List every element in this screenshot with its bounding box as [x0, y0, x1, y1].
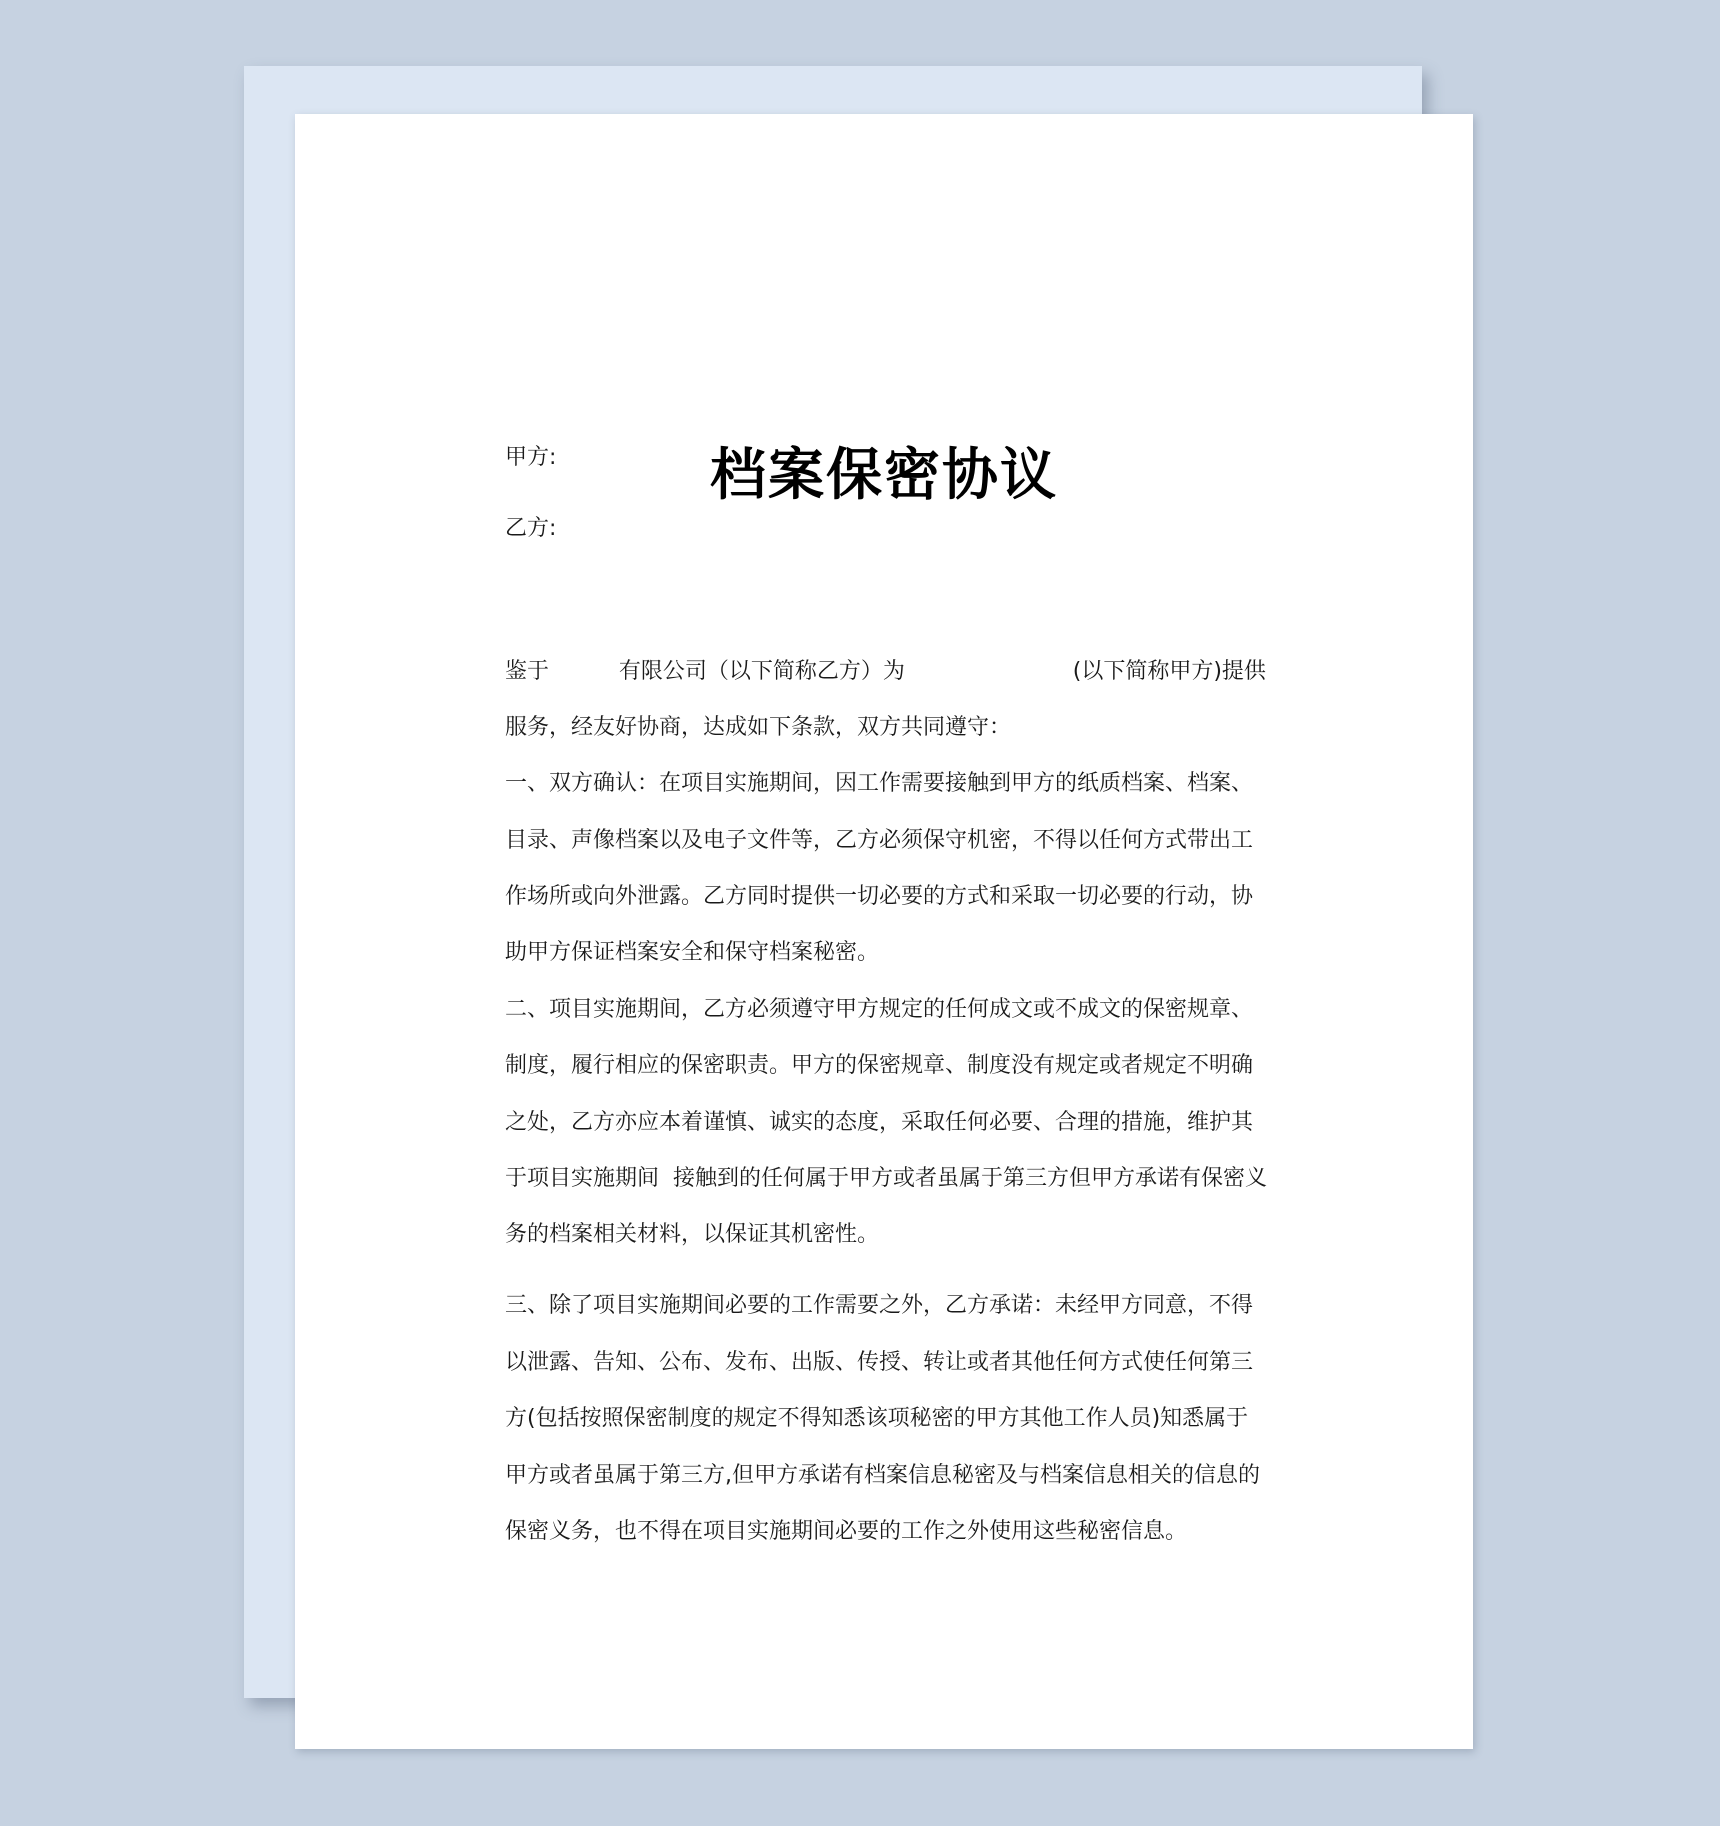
clause-1-line: 目录、声像档案以及电子文件等，乙方必须保守机密，不得以任何方式带出工	[505, 828, 1254, 853]
party-b-label: 乙方:	[505, 516, 557, 541]
clause-1-line: 作场所或向外泄露。乙方同时提供一切必要的方式和采取一切必要的行动，协	[505, 884, 1254, 909]
document-page	[295, 114, 1473, 1749]
clause-3-line: 三、除了项目实施期间必要的工作需要之外，乙方承诺：未经甲方同意，不得	[505, 1293, 1254, 1318]
preamble-line: 服务，经友好协商，达成如下条款，双方共同遵守：	[505, 715, 1012, 740]
clause-2-line: 之处，乙方亦应本着谨慎、诚实的态度，采取任何必要、合理的措施，维护其	[505, 1110, 1254, 1135]
clause-2-line: 二、项目实施期间，乙方必须遵守甲方规定的任何成文或不成文的保密规章、	[505, 997, 1254, 1022]
party-a-label: 甲方:	[505, 445, 557, 470]
clause-2-line: 制度，履行相应的保密职责。甲方的保密规章、制度没有规定或者规定不明确	[505, 1053, 1254, 1078]
clause-3-line: 保密义务，也不得在项目实施期间必要的工作之外使用这些秘密信息。	[505, 1519, 1188, 1544]
clause-2-line: 于项目实施期间 接触到的任何属于甲方或者虽属于第三方但甲方承诺有保密义	[505, 1166, 1267, 1191]
clause-3-line: 甲方或者虽属于第三方,但甲方承诺有档案信息秘密及与档案信息相关的信息的	[505, 1463, 1260, 1488]
clause-1-line: 一、双方确认：在项目实施期间，因工作需要接触到甲方的纸质档案、档案、	[505, 771, 1254, 796]
document-title: 档案保密协议	[710, 443, 1058, 508]
clause-2-line: 务的档案相关材料，以保证其机密性。	[505, 1222, 880, 1247]
clause-3-line: 以泄露、告知、公布、发布、出版、传授、转让或者其他任何方式使任何第三	[505, 1350, 1254, 1375]
clause-1-line: 助甲方保证档案安全和保守档案秘密。	[505, 940, 880, 965]
clause-3-line: 方(包括按照保密制度的规定不得知悉该项秘密的甲方其他工作人员)知悉属于	[505, 1406, 1249, 1431]
preamble-line: 鉴于 有限公司（以下简称乙方）为 (以下简称甲方)提供	[505, 659, 1266, 684]
